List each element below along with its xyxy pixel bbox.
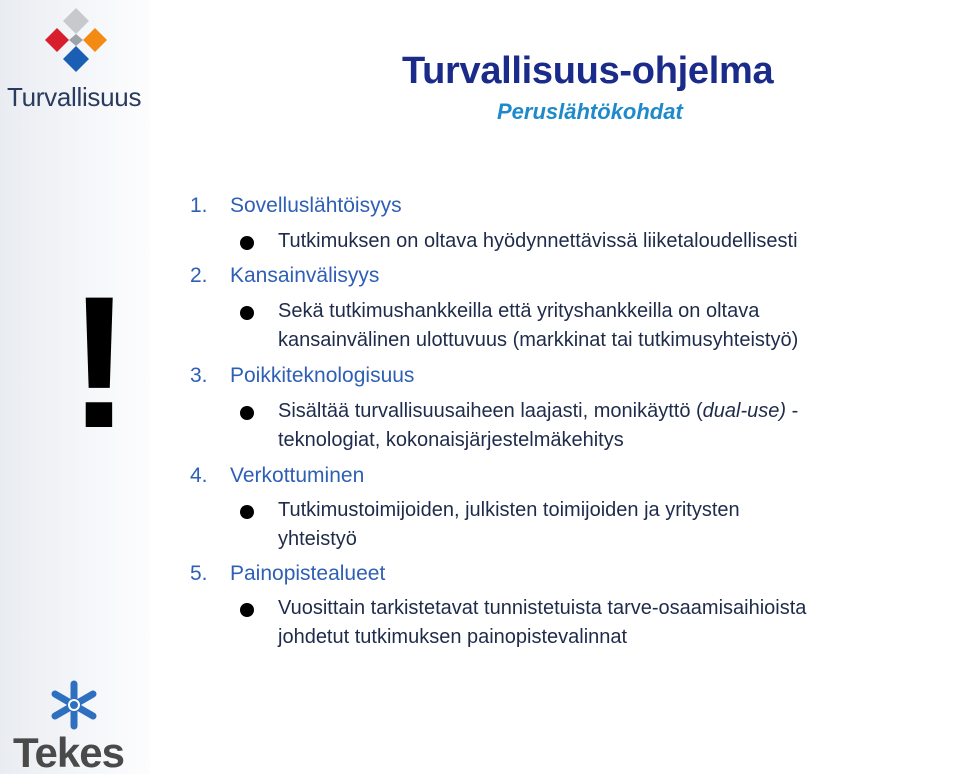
- bullet-icon: [240, 236, 254, 250]
- list-item-heading: [190, 364, 414, 388]
- turvallisuus-logo-text: Turvallisuus: [7, 82, 142, 112]
- item-number: 4.: [190, 464, 208, 487]
- bullet-icon: [240, 505, 254, 519]
- bullet-text: Tutkimuksen on oltava hyödynnettävissä liiketaloudellisesti: [278, 230, 798, 252]
- exclamation-mark: !: [68, 257, 131, 467]
- item-heading-text: Sovelluslähtöisyys: [230, 194, 402, 217]
- turvallisuus-emblem-icon: [43, 6, 109, 78]
- bullet-text: kansainvälinen ulottuvuus (markkinat tai tutkimusyhteistyö): [278, 329, 799, 351]
- list-item-heading: [190, 264, 379, 288]
- turvallisuus-logo: [0, 0, 150, 115]
- bullet-text-part: -: [786, 400, 799, 422]
- bullet-text: johdetut tutkimuksen painopistevalinnat: [278, 626, 628, 648]
- tekes-logo-text: Tekes: [13, 729, 124, 776]
- item-heading-text: Poikkiteknologisuus: [230, 364, 415, 387]
- bullet-icon: [240, 306, 254, 320]
- item-number: 2.: [190, 264, 208, 287]
- item-number: 1.: [190, 194, 208, 217]
- bullet-text: Sekä tutkimushankkeilla että yrityshankkeilla on oltava: [278, 300, 760, 322]
- bullet-text: yhteistyö: [278, 528, 357, 550]
- item-heading-text: Kansainvälisyys: [230, 264, 380, 287]
- left-sidebar: [0, 0, 150, 774]
- bullet-text: [278, 397, 798, 426]
- bullet-icon: [240, 603, 254, 617]
- bullet-text-part: Sisältää turvallisuusaiheen laajasti, monikäyttö (: [278, 400, 703, 422]
- bullet-text: Tutkimustoimijoiden, julkisten toimijoiden ja yritysten: [278, 499, 740, 521]
- list-item-heading: [190, 194, 402, 218]
- list-item-heading: [190, 562, 385, 586]
- tekes-logo: [0, 676, 150, 774]
- item-heading-text: Verkottuminen: [230, 464, 365, 487]
- bullet-text: Vuosittain tarkistetavat tunnistetuista tarve-osaamisaihioista: [278, 597, 807, 619]
- bullet-icon: [240, 406, 254, 420]
- item-number: 5.: [190, 562, 208, 585]
- tekes-snowflake-icon: [46, 680, 102, 730]
- page-subtitle: Peruslähtökohdat: [497, 99, 683, 124]
- item-number: 3.: [190, 364, 208, 387]
- bullet-text-italic: dual-use): [702, 400, 787, 422]
- list-item-heading: [190, 464, 364, 488]
- bullet-text: teknologiat, kokonaisjärjestelmäkehitys: [278, 429, 624, 451]
- item-heading-text: Painopistealueet: [230, 562, 386, 585]
- page-title: Turvallisuus-ohjelma: [402, 50, 774, 92]
